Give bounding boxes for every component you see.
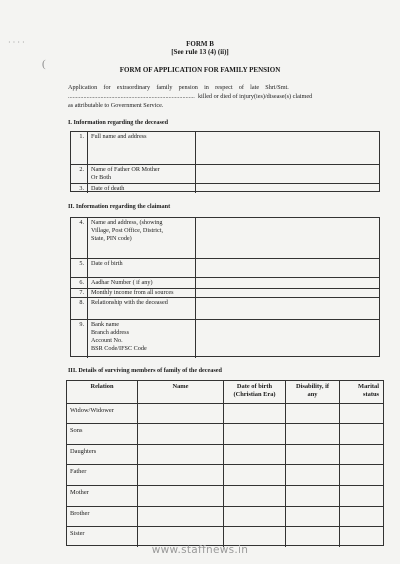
marital-cell[interactable] xyxy=(339,465,383,485)
section-1-heading: I. Information regarding the deceased xyxy=(68,119,169,126)
disability-cell[interactable] xyxy=(285,445,339,464)
main-title: FORM OF APPLICATION FOR FAMILY PENSION xyxy=(119,66,281,74)
form-title: FORM B xyxy=(186,40,214,48)
intro-line-3: as attributable to Government Service. xyxy=(68,102,164,109)
marital-cell[interactable] xyxy=(339,445,383,464)
col-relation: Relation xyxy=(90,383,114,390)
claimant-dob-field[interactable] xyxy=(195,259,379,277)
dob-cell[interactable] xyxy=(223,424,285,444)
table-row: 2. Name of Father OR Mother Or Both xyxy=(71,164,379,183)
name-cell[interactable] xyxy=(137,465,223,485)
deceased-info-table xyxy=(70,131,380,192)
table-row: 7. Monthly income from all sources xyxy=(71,288,379,297)
disability-cell[interactable] xyxy=(285,465,339,485)
disability-cell[interactable] xyxy=(285,486,339,506)
table-row: Mother xyxy=(67,485,383,506)
scan-mark: · · · · xyxy=(8,38,25,47)
dob-cell[interactable] xyxy=(223,465,285,485)
intro-line-2: .................................................................................. killed or died of injury(ies)/disease(s) claimed xyxy=(68,93,313,100)
dob-cell[interactable] xyxy=(223,507,285,526)
section-3-heading: III. Details of surviving members of family of the deceased xyxy=(68,367,222,374)
name-cell[interactable] xyxy=(137,424,223,444)
name-cell[interactable] xyxy=(137,486,223,506)
col-dob: Date of birth (Christian Era) xyxy=(223,381,285,403)
full-name-address-field[interactable] xyxy=(195,132,379,164)
watermark: www.staffnews.in xyxy=(151,544,249,556)
table-row: 5. Date of birth xyxy=(71,258,379,277)
table-row: Daughters xyxy=(67,444,383,464)
name-cell[interactable] xyxy=(137,404,223,423)
claimant-info-table xyxy=(70,217,380,357)
intro-line-1: Application for extraordinary family pension in respect of late Shri/Smt. xyxy=(68,84,289,91)
marital-cell[interactable] xyxy=(339,424,383,444)
name-cell[interactable] xyxy=(137,445,223,464)
relationship-field[interactable] xyxy=(195,298,379,319)
disability-cell[interactable] xyxy=(285,404,339,423)
table-row: 4. Name and address, (showing Village, Post Office, District, State, PIN code) xyxy=(71,218,379,258)
scan-mark-curve: ( xyxy=(42,58,46,70)
section-2-heading: II. Information regarding the claimant xyxy=(68,203,171,210)
dob-cell[interactable] xyxy=(223,404,285,423)
table-row: 9. Bank name Branch address Account No. BSR Code/IFSC Code xyxy=(71,319,379,358)
table-row: 3. Date of death xyxy=(71,183,379,193)
table-row: Sons xyxy=(67,423,383,444)
table-row: Brother xyxy=(67,506,383,526)
table-row: 1. Full name and address xyxy=(71,132,379,164)
dob-cell[interactable] xyxy=(223,445,285,464)
monthly-income-field[interactable] xyxy=(195,289,379,297)
rule-reference: [See rule 13 (4) (ii)] xyxy=(171,48,229,56)
date-of-death-field[interactable] xyxy=(195,184,379,193)
table-row: Widow/Widower xyxy=(67,403,383,423)
family-members-table xyxy=(66,380,384,546)
table-row: Father xyxy=(67,464,383,485)
aadhar-field[interactable] xyxy=(195,278,379,288)
dob-cell[interactable] xyxy=(223,486,285,506)
name-cell[interactable] xyxy=(137,507,223,526)
col-name: Name xyxy=(137,381,223,403)
claimant-address-field[interactable] xyxy=(195,218,379,258)
table-header-row xyxy=(67,381,383,403)
col-marital-status: Marital status xyxy=(339,381,383,403)
col-disability: Disability, if any xyxy=(285,381,339,403)
table-row: 8. Relationship with the deceased xyxy=(71,297,379,319)
disability-cell[interactable] xyxy=(285,424,339,444)
marital-cell[interactable] xyxy=(339,404,383,423)
disability-cell[interactable] xyxy=(285,507,339,526)
table-row: 6. Aadhar Number ( if any) xyxy=(71,277,379,288)
bank-details-field[interactable] xyxy=(195,320,379,358)
marital-cell[interactable] xyxy=(339,507,383,526)
table-row: Sister xyxy=(67,526,383,547)
marital-cell[interactable] xyxy=(339,486,383,506)
parent-name-field[interactable] xyxy=(195,165,379,183)
